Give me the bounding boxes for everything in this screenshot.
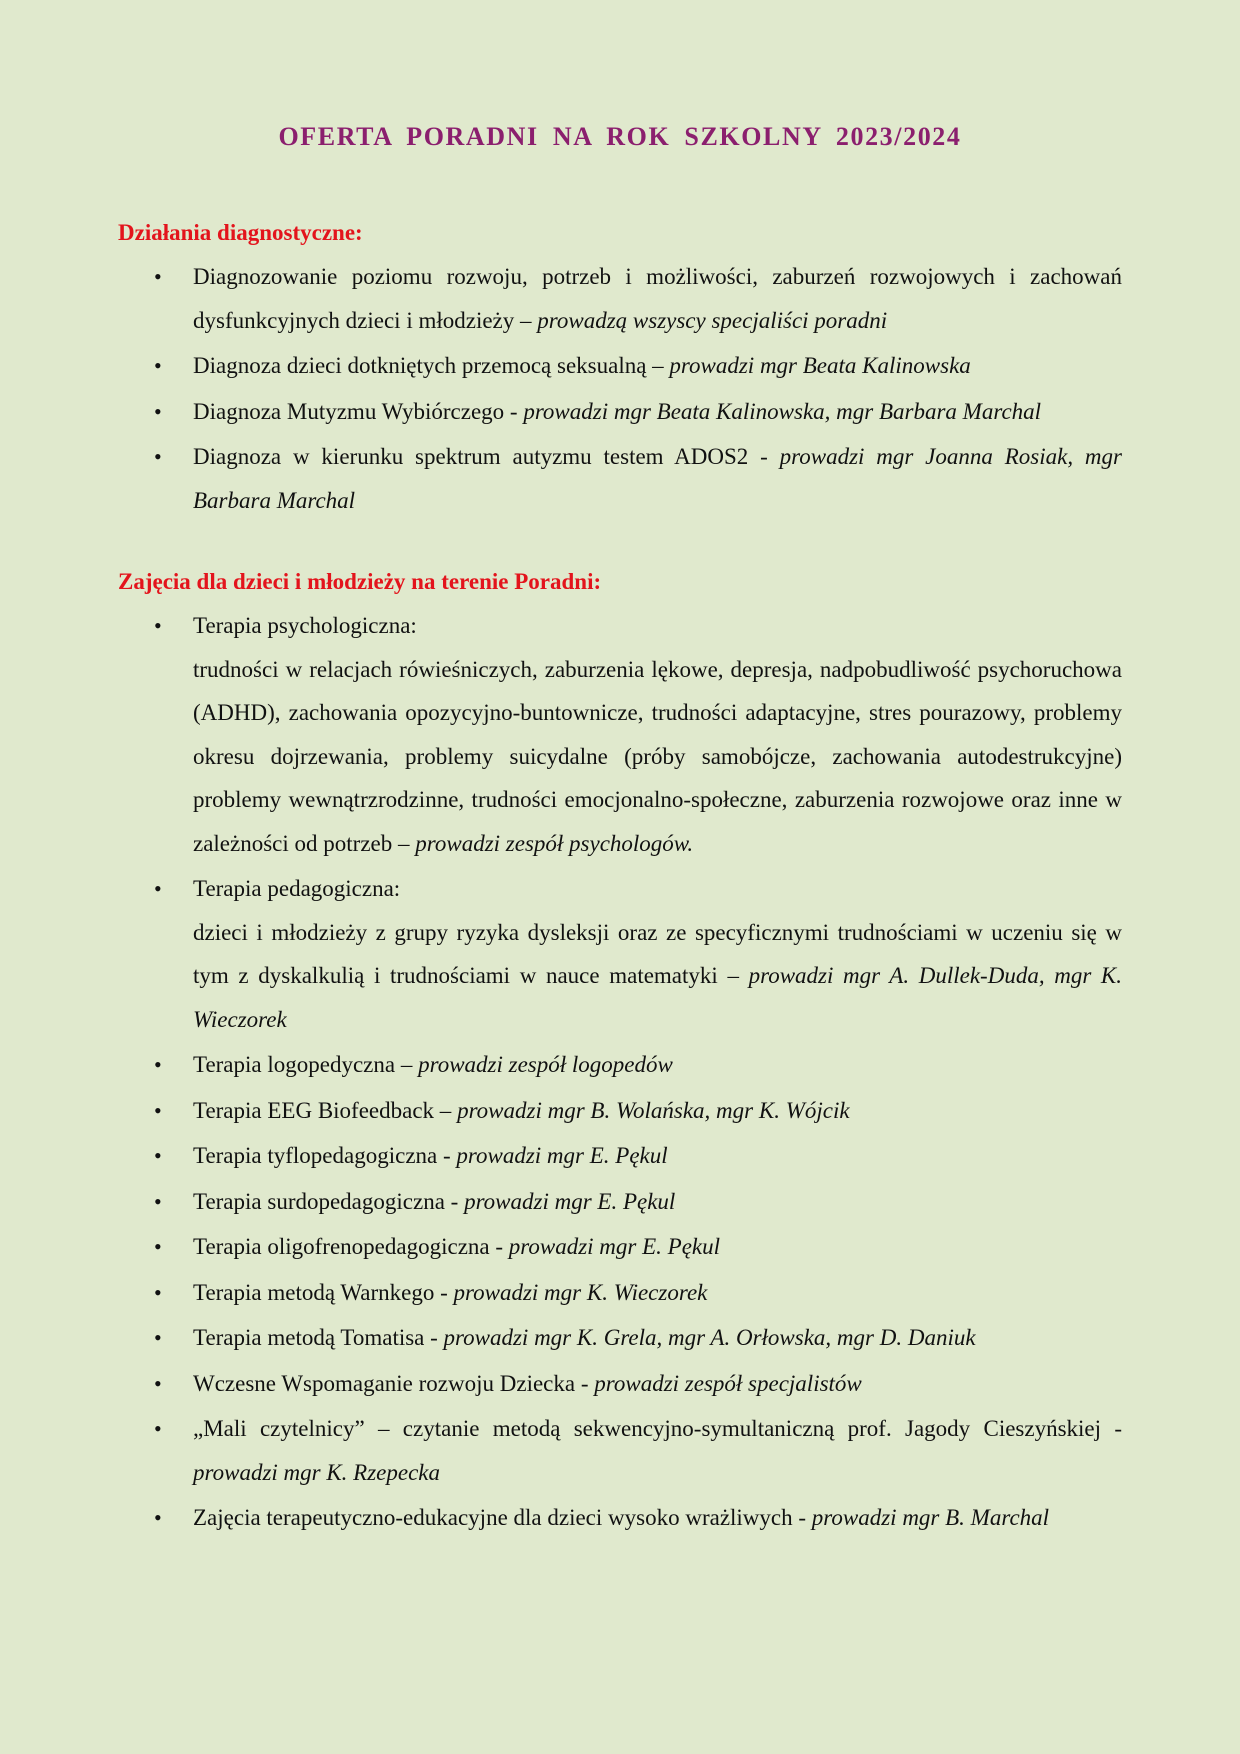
list-item [118, 1089, 1122, 1133]
item-provider: prowadzi mgr E. Pękul [508, 1234, 721, 1259]
item-provider: prowadzi zespół psychologów. [415, 830, 694, 856]
item-provider: prowadzi mgr K. Wieczorek [453, 1279, 708, 1305]
item-text: Diagnozowanie poziomu rozwoju, potrzeb i możliwości, zaburzeń rozwojowych i zachowań dysfunkcyjnych dzieci i młodzieży – [193, 264, 1122, 333]
item-text: Terapia oligofrenopedagogiczna - [193, 1234, 509, 1259]
item-label: Terapia pedagogiczna: [193, 876, 401, 901]
list-item [118, 867, 1122, 1041]
item-text: dzieci i młodzieży z grupy ryzyka dysleksji oraz ze specyficznymi trudnościami w uczeniu się w tym z dyskalkulią i trudnościami w nauce matematyki – [193, 919, 1122, 988]
item-text: Diagnoza w kierunku spektrum autyzmu testem ADOS2 - [193, 444, 780, 469]
section-heading: Działania diagnostyczne: [118, 220, 363, 245]
item-provider: prowadzi mgr K. Grela, mgr A. Orłowska, mgr D. Daniuk [443, 1325, 976, 1350]
list-item [118, 1316, 1122, 1360]
list-item [118, 1180, 1122, 1224]
item-text: „Mali czytelnicy” – czytanie metodą sekwencyjno-symultaniczną prof. Jagody Cieszyńskiej - [193, 1416, 1122, 1441]
item-text: Zajęcia terapeutyczno-edukacyjne dla dzieci wysoko wrażliwych - [193, 1505, 812, 1530]
item-text: Terapia logopedyczna – [193, 1052, 419, 1077]
bullet-icon: • [154, 1052, 162, 1077]
item-provider: prowadzi mgr Joanna Rosiak, mgr Barbara Marchal [193, 444, 1122, 513]
item-list [118, 604, 1122, 1540]
item-label: Terapia psychologiczna: [193, 613, 417, 638]
bullet-icon: • [154, 613, 162, 638]
item-provider: prowadzi mgr A. Dullek-Duda, mgr K. Wieczorek [193, 963, 1122, 1032]
section-heading: Zajęcia dla dzieci i młodzieży na terenie Poradni: [118, 569, 602, 594]
list-item [118, 1362, 1122, 1406]
item-list [118, 255, 1122, 522]
item-provider: prowadzi zespół specjalistów [594, 1370, 862, 1396]
item-provider: prowadzi mgr B. Wolańska, mgr K. Wójcik [457, 1097, 850, 1123]
item-text: Terapia surdopedagogiczna - [193, 1188, 465, 1214]
item-provider: prowadzi mgr E. Pękul [456, 1143, 668, 1168]
item-text: Diagnoza dzieci dotkniętych przemocą seksualną – [193, 353, 670, 378]
bullet-icon: • [154, 353, 162, 378]
bullet-icon: • [154, 1097, 162, 1123]
list-item [118, 435, 1122, 522]
bullet-icon: • [154, 1416, 162, 1441]
item-text: Terapia metodą Tomatisa - [193, 1325, 444, 1350]
bullet-icon: • [154, 1505, 162, 1530]
bullet-icon: • [154, 1370, 162, 1396]
list-item [118, 1225, 1122, 1269]
item-provider: prowadzi mgr K. Rzepecka [193, 1459, 441, 1485]
list-item [118, 390, 1122, 434]
item-provider: prowadzi zespół logopedów [418, 1052, 673, 1077]
bullet-icon: • [154, 1143, 162, 1168]
list-item [118, 1407, 1122, 1494]
item-provider: prowadzi mgr B. Marchal [811, 1505, 1050, 1530]
item-text: trudności w relacjach rówieśniczych, zaburzenia lękowe, depresja, nadpobudliwość psychoruchowa (ADHD), zachowania opozycyjno-buntownicze, trudności adaptacyjne, stres pourazowy, problemy okresu dojrzewania, problemy suicydalne (próby samobójcze, zachowania autodestrukcyjne) problemy wewnątrzrodzinne, trudności emocjonalno-społeczne, zaburzenia rozwojowe oraz inne w zależności od potrzeb – [193, 656, 1122, 856]
item-text: Wczesne Wspomaganie rozwoju Dziecka - [193, 1370, 595, 1396]
item-text: Diagnoza Mutyzmu Wybiórczego - [193, 398, 524, 424]
bullet-icon: • [154, 264, 162, 289]
list-item [118, 1496, 1122, 1540]
bullet-icon: • [154, 1188, 162, 1214]
item-provider: prowadzi mgr E. Pękul [464, 1188, 676, 1214]
bullet-icon: • [154, 444, 162, 469]
item-text: Terapia EEG Biofeedback – [193, 1097, 458, 1123]
section-diagnostics [118, 215, 1122, 522]
list-item [118, 604, 1122, 865]
bullet-icon: • [154, 876, 162, 901]
bullet-icon: • [154, 398, 162, 424]
bullet-icon: • [154, 1279, 162, 1305]
item-text: Terapia metodą Warnkego - [193, 1279, 454, 1305]
list-item [118, 255, 1122, 342]
page-title: OFERTA PORADNI NA ROK SZKOLNY 2023/2024 [278, 122, 962, 151]
section-spacer [118, 524, 1122, 564]
list-item [118, 344, 1122, 388]
item-provider: prowadzi mgr Beata Kalinowska [669, 353, 971, 378]
item-text: Terapia tyflopedagogiczna - [193, 1143, 457, 1168]
bullet-icon: • [154, 1234, 162, 1259]
list-item [118, 1134, 1122, 1178]
list-item [118, 1043, 1122, 1087]
section-activities [118, 564, 1122, 1540]
list-item [118, 1271, 1122, 1315]
item-provider: prowadzą wszyscy specjaliści poradni [537, 307, 888, 333]
item-provider: prowadzi mgr Beata Kalinowska, mgr Barbara Marchal [523, 398, 1042, 424]
bullet-icon: • [154, 1325, 162, 1350]
